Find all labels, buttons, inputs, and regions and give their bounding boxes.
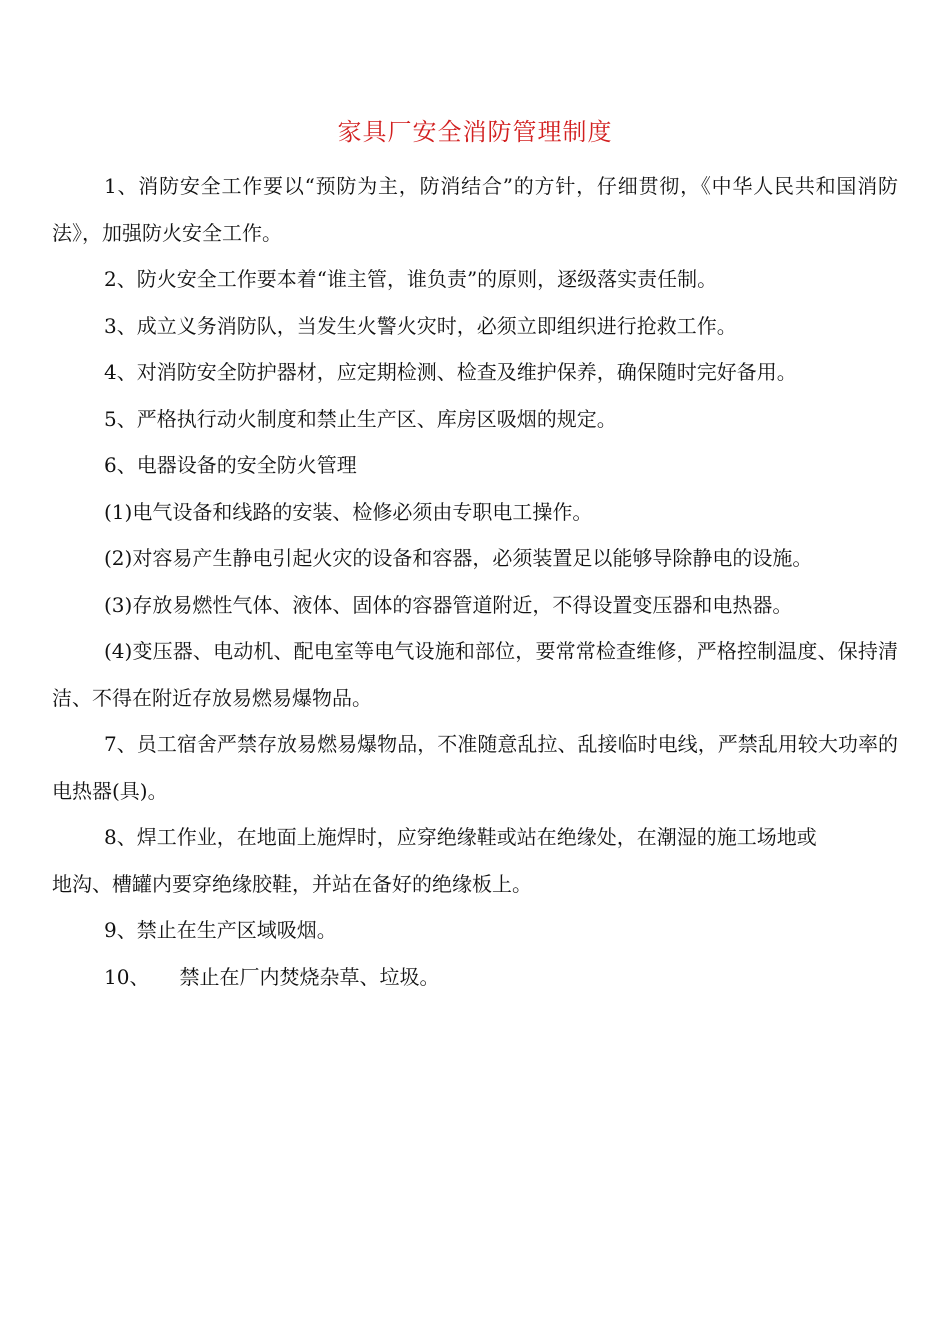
paragraph-4: 4、对消防安全防护器材，应定期检测、检查及维护保养，确保随时完好备用。 xyxy=(104,360,797,384)
paragraph-8-continued: 地沟、槽罐内要穿绝缘胶鞋，并站在备好的绝缘板上。 xyxy=(52,871,532,896)
paragraph-3: 3、成立义务消防队，当发生火警火灾时，必须立即组织进行抢救工作。 xyxy=(104,313,737,338)
paragraph-7: 7、员工宿舍严禁存放易燃易爆物品，不准随意乱拉、乱接临时电线，严禁乱用较大功率的电热器(具)。 xyxy=(52,732,898,803)
paragraph-5: 5、严格执行动火制度和禁止生产区、库房区吸烟的规定。 xyxy=(104,406,617,431)
paragraph-10 xyxy=(52,954,898,1001)
document-title: 家具厂安全消防管理制度 xyxy=(337,118,613,146)
paragraph-6-2: (2)对容易产生静电引起火灾的设备和容器，必须装置足以能够导除静电的设施。 xyxy=(104,546,813,570)
paragraph-1: 1、消防安全工作要以“预防为主，防消结合”的方针，仔细贯彻，《中华人民共和国消防法》，加强防火安全工作。 xyxy=(52,174,898,245)
paragraph-10-number: 10、 xyxy=(104,964,150,989)
document-body xyxy=(52,163,898,1000)
paragraph-8: 8、焊工作业，在地面上施焊时，应穿绝缘鞋或站在绝缘处，在潮湿的施工场地或 xyxy=(104,825,817,849)
paragraph-9: 9、禁止在生产区域吸烟。 xyxy=(104,918,337,942)
paragraph-6-1: (1)电气设备和线路的安装、检修必须由专职电工操作。 xyxy=(104,499,593,524)
paragraph-6: 6、电器设备的安全防火管理 xyxy=(104,453,357,477)
paragraph-2: 2、防火安全工作要本着“谁主管，谁负责”的原则，逐级落实责任制。 xyxy=(104,267,718,291)
paragraph-10-text: 禁止在厂内焚烧杂草、垃圾。 xyxy=(179,964,440,989)
paragraph-6-3: (3)存放易燃性气体、液体、固体的容器管道附近，不得设置变压器和电热器。 xyxy=(104,592,793,617)
paragraph-6-4: (4)变压器、电动机、配电室等电气设施和部位，要常常检查维修，严格控制温度、保持清洁、不得在附近存放易燃易爆物品。 xyxy=(52,639,898,710)
